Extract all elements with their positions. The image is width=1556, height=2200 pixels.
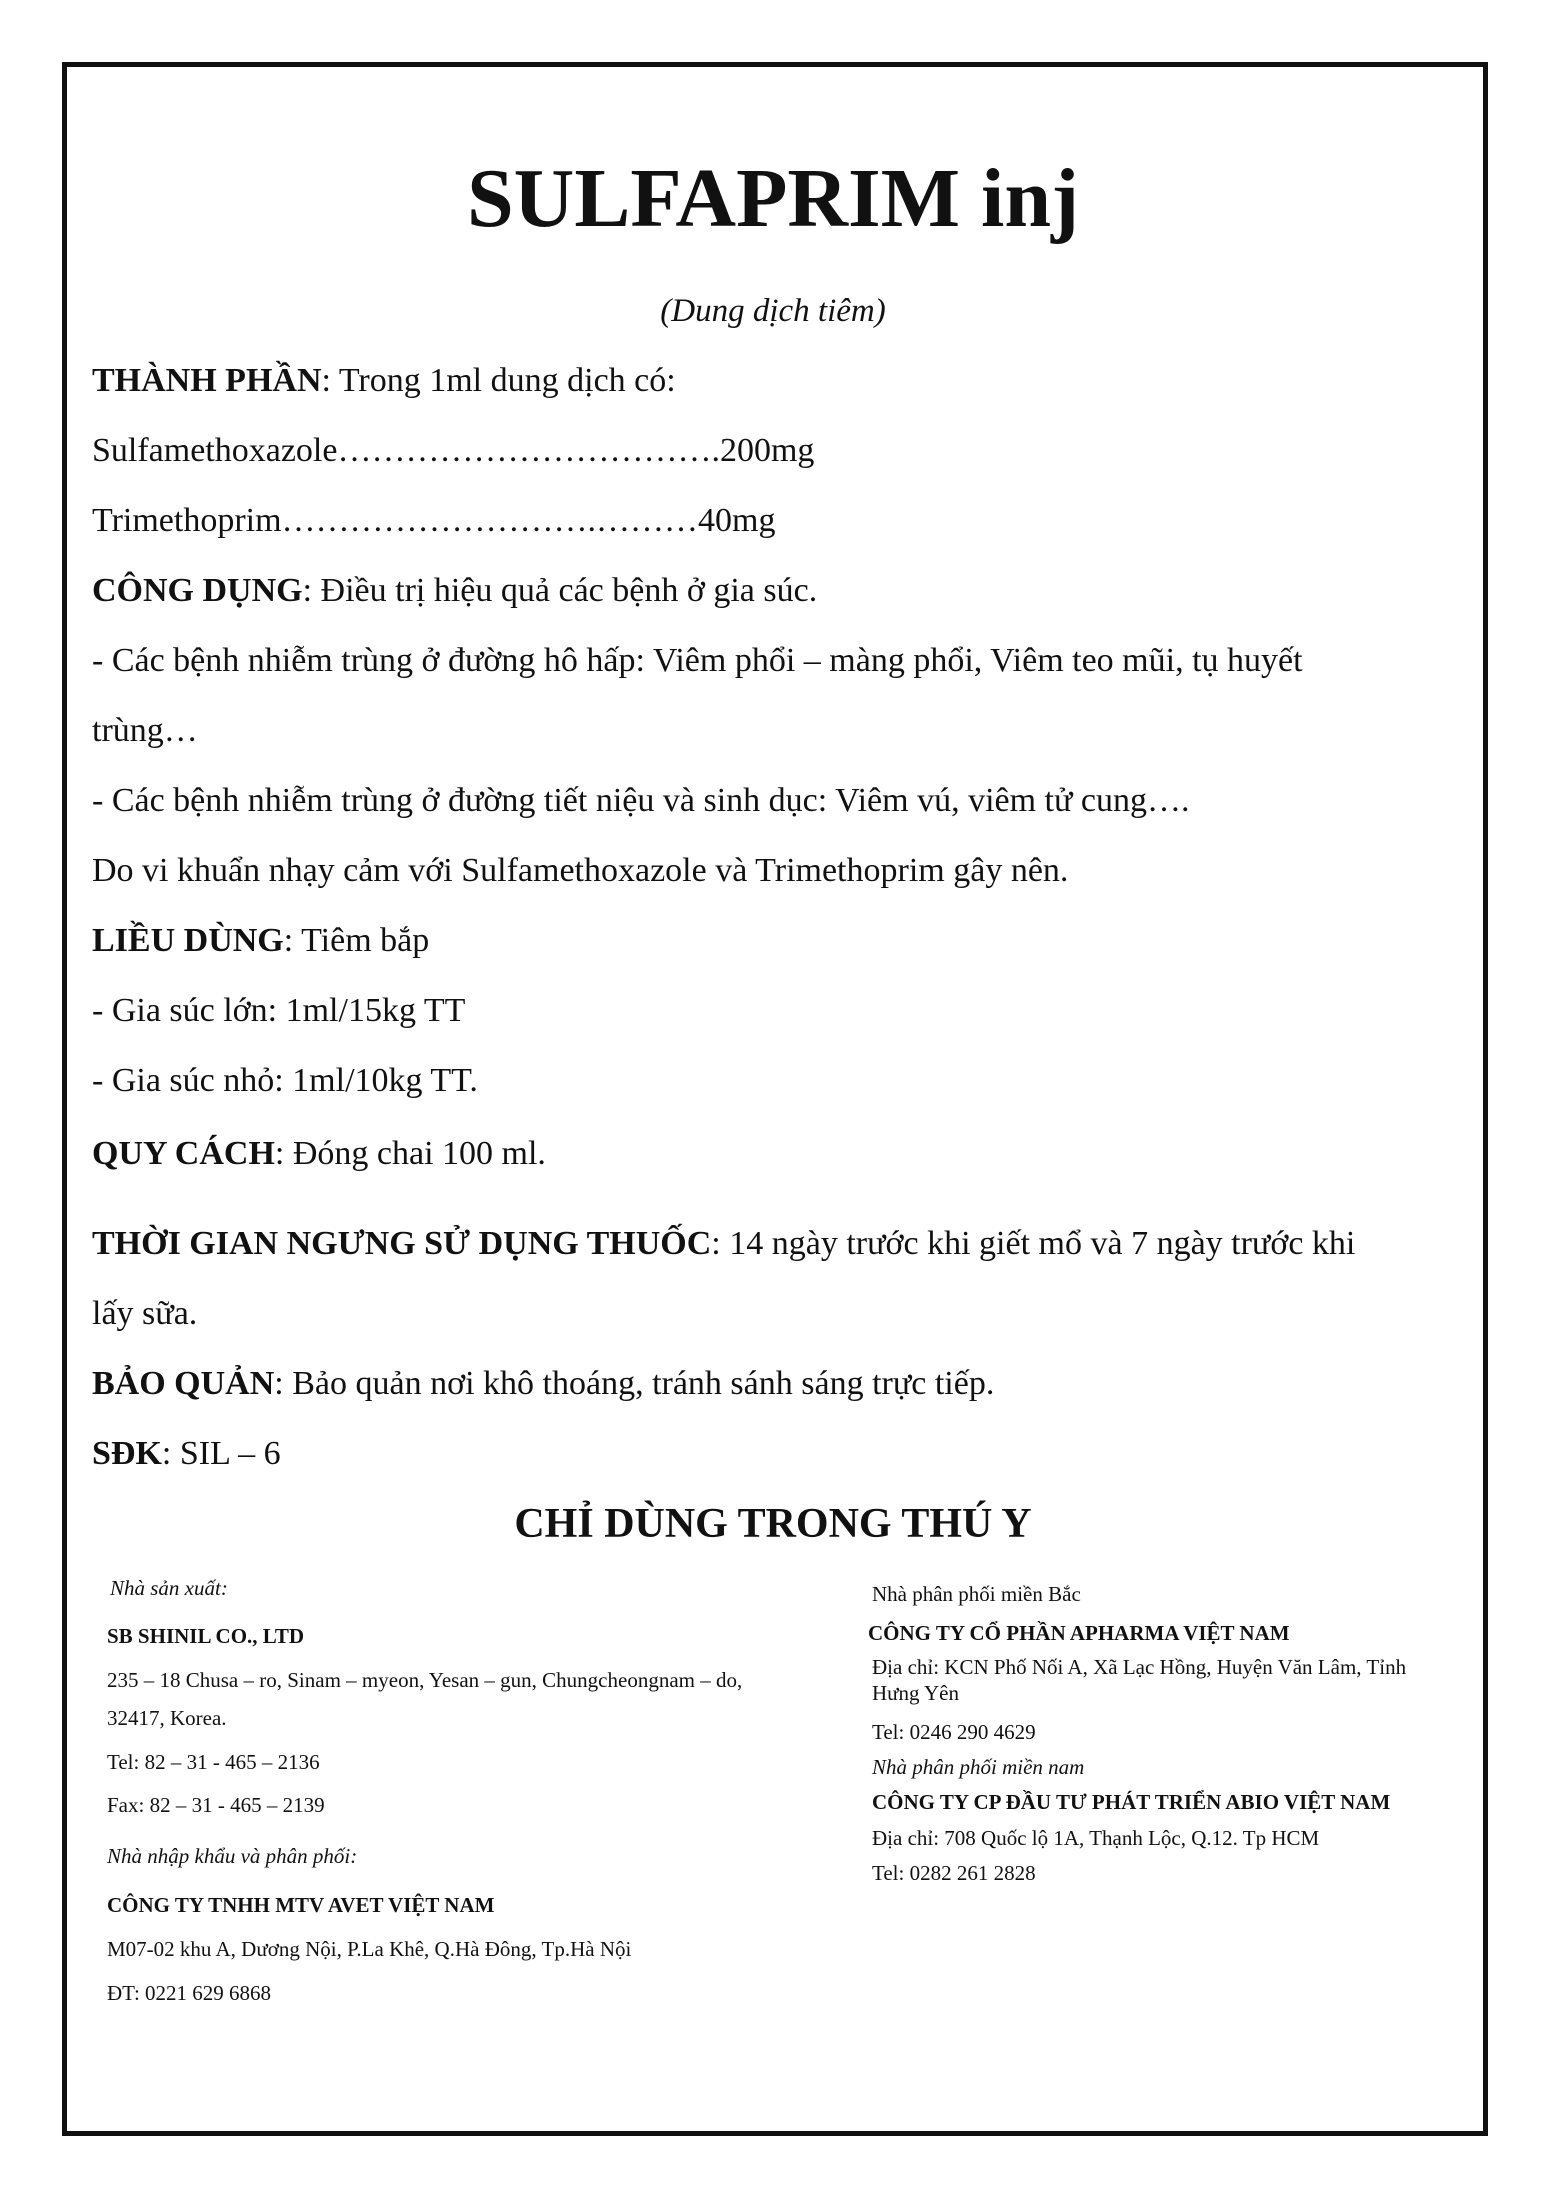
manufacturer-tel: Tel: 82 – 31 - 465 – 2136 [107, 1750, 320, 1774]
dosage-line-1: - Gia súc lớn: 1ml/15kg TT [92, 992, 466, 1029]
usage-label: CÔNG DỤNG [92, 572, 303, 609]
composition-line-1: Sulfamethoxazole…………………………….200mg [92, 432, 815, 469]
vet-only-notice: CHỈ DÙNG TRONG THÚ Y [514, 1501, 1032, 1547]
product-title: SULFAPRIM inj [466, 152, 1080, 245]
dosage-label: LIỀU DÙNG [92, 922, 284, 959]
withdrawal-text: : 14 ngày trước khi giết mổ và 7 ngày trước khi [711, 1225, 1356, 1262]
usage-line-1b: trùng… [92, 712, 198, 749]
usage-heading [92, 572, 817, 610]
packing-text: : Đóng chai 100 ml. [274, 1135, 546, 1172]
north-distributor-address-2: Hưng Yên [872, 1681, 960, 1705]
dosage-text: : Tiêm bắp [283, 922, 430, 959]
composition-text: : Trong 1ml dung dịch có: [321, 362, 676, 399]
usage-line-3: Do vi khuẩn nhạy cảm với Sulfamethoxazole và Trimethoprim gây nên. [92, 852, 1069, 889]
north-distributor-heading: Nhà phân phối miền Bắc [872, 1582, 1081, 1606]
importer-name: CÔNG TY TNHH MTV AVET VIỆT NAM [107, 1893, 495, 1917]
storage-label: BẢO QUẢN [92, 1365, 275, 1402]
registration-text: : SIL – 6 [161, 1435, 281, 1472]
north-distributor-address-1: Địa chỉ: KCN Phố Nối A, Xã Lạc Hồng, Huyện Văn Lâm, Tỉnh [872, 1655, 1407, 1679]
composition-heading [92, 362, 676, 400]
usage-text: : Điều trị hiệu quả các bệnh ở gia súc. [302, 572, 818, 609]
importer-address: M07-02 khu A, Dương Nội, P.La Khê, Q.Hà Đông, Tp.Hà Nội [107, 1937, 632, 1961]
withdrawal-heading [92, 1225, 1355, 1263]
south-distributor-heading: Nhà phân phối miền nam [872, 1755, 1085, 1779]
dosage-heading [92, 922, 429, 960]
storage-heading [92, 1365, 994, 1403]
manufacturer-address-2: 32417, Korea. [107, 1706, 227, 1730]
manufacturer-heading: Nhà sản xuất: [110, 1576, 228, 1600]
manufacturer-fax: Fax: 82 – 31 - 465 – 2139 [107, 1793, 325, 1817]
south-distributor-name: CÔNG TY CP ĐẦU TƯ PHÁT TRIỂN ABIO VIỆT NAM [872, 1790, 1391, 1814]
dosage-line-2: - Gia súc nhỏ: 1ml/10kg TT. [92, 1062, 478, 1099]
registration-heading [92, 1435, 281, 1473]
importer-heading: Nhà nhập khẩu và phân phối: [107, 1844, 358, 1868]
registration-label: SĐK [92, 1435, 162, 1472]
composition-line-2: Trimethoprim……………………….………40mg [92, 502, 776, 539]
manufacturer-address-1: 235 – 18 Chusa – ro, Sinam – myeon, Yesan – gun, Chungcheongnam – do, [107, 1668, 743, 1692]
withdrawal-label: THỜI GIAN NGƯNG SỬ DỤNG THUỐC [92, 1225, 712, 1262]
south-distributor-address: Địa chỉ: 708 Quốc lộ 1A, Thạnh Lộc, Q.12. Tp HCM [872, 1826, 1320, 1850]
withdrawal-line-2: lấy sữa. [92, 1295, 198, 1332]
usage-line-2: - Các bệnh nhiễm trùng ở đường tiết niệu và sinh dục: Viêm vú, viêm tử cung…. [92, 782, 1190, 819]
usage-line-1a: - Các bệnh nhiễm trùng ở đường hô hấp: Viêm phổi – màng phổi, Viêm teo mũi, tụ huyết [92, 642, 1303, 679]
packing-label: QUY CÁCH [92, 1135, 275, 1172]
packing-heading [92, 1135, 546, 1173]
south-distributor-tel: Tel: 0282 261 2828 [872, 1861, 1036, 1885]
product-subtitle: (Dung dịch tiêm) [660, 293, 886, 329]
manufacturer-name: SB SHINIL CO., LTD [107, 1624, 305, 1648]
north-distributor-name: CÔNG TY CỔ PHẦN APHARMA VIỆT NAM [868, 1621, 1290, 1645]
storage-text: : Bảo quản nơi khô thoáng, tránh sánh sáng trực tiếp. [274, 1365, 995, 1402]
north-distributor-tel: Tel: 0246 290 4629 [872, 1720, 1036, 1744]
composition-label: THÀNH PHẦN [92, 362, 322, 399]
importer-phone: ĐT: 0221 629 6868 [107, 1981, 272, 2005]
